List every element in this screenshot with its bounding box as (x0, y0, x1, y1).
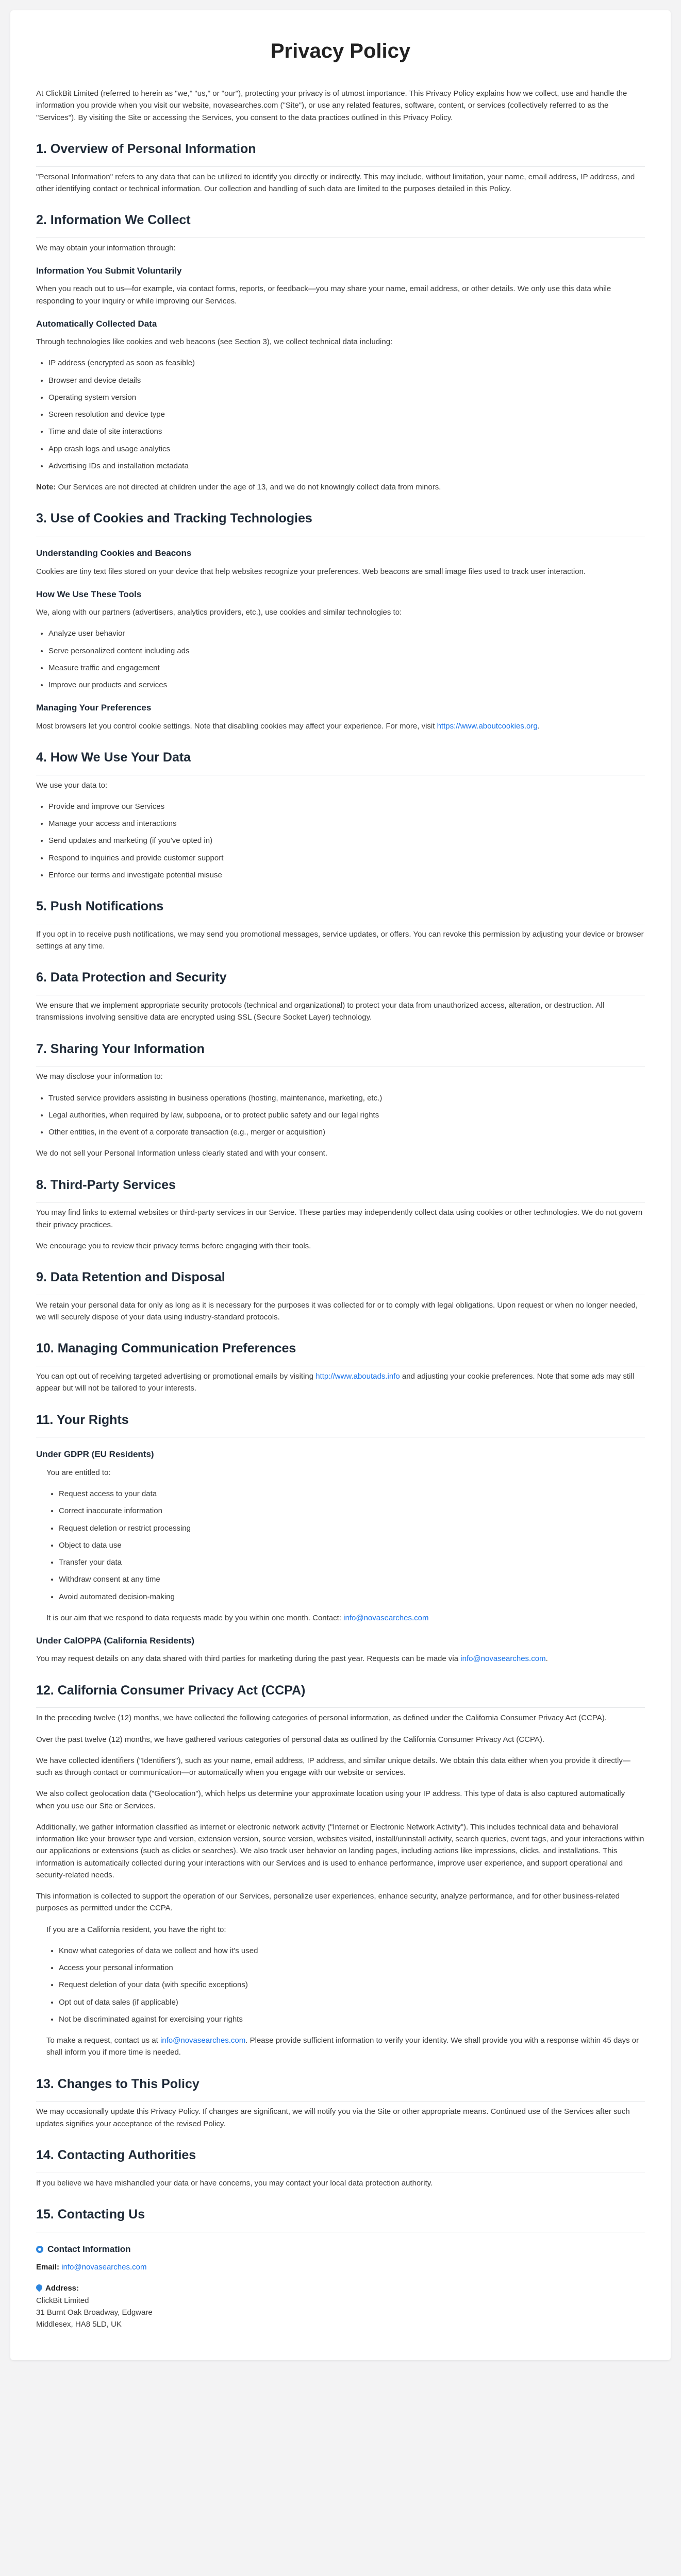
list-item: • IP address (encrypted as soon as feasible) (48, 357, 645, 369)
list-item: • Not be discriminated against for exercising your rights (59, 2013, 645, 2025)
section-heading: 2. Information We Collect (36, 210, 645, 238)
list-item: • Request access to your data (59, 1488, 645, 1500)
list-item: • Measure traffic and engagement (48, 662, 645, 674)
list-item: • Time and date of site interactions (48, 426, 645, 437)
section-heading: 5. Push Notifications (36, 896, 645, 924)
paragraph: Through technologies like cookies and web beacons (see Section 3), we collect technical data including: (36, 337, 393, 347)
paragraph: When you reach out to us—for example, via contact forms, reports, or feedback—you may share your name, email address, or other details. We only use this data while responding to your inquiry or while improving our Services. (36, 284, 611, 306)
list-item: • Improve our products and services (48, 679, 645, 691)
contact-email-link[interactable]: info@novasearches.com (343, 1613, 429, 1622)
list-item: • Withdraw consent at any time (59, 1573, 645, 1585)
paragraph: Additionally, we gather information classified as internet or electronic network activity ("Internet or Electronic Network Activity"). This includes technical data and behavioral information like your browser type and version, extension version, source version, websites visited, install/uninstall activity, search queries, event tags, and your interactions within our applications or extensions (such as clicks or searches). We also track user behavior on landing pages, including actions like impressions, clicks, and installations. This information is automatically collected during your interactions with our Services and is used to enhance performance, improve user experience, and support operational and security-related needs. (36, 1822, 644, 1879)
list-item: • Opt out of data sales (if applicable) (59, 1996, 645, 2008)
subsection-heading: Under CalOPPA (California Residents) (36, 1636, 194, 1646)
list-item: • Access your personal information (59, 1962, 645, 1974)
paragraph: We may disclose your information to: (36, 1072, 163, 1081)
section-heading: 1. Overview of Personal Information (36, 139, 645, 167)
note-label: Note: (36, 483, 56, 492)
gdpr-block (36, 1467, 645, 1624)
paragraph (36, 1653, 645, 1665)
list-item: • Trusted service providers assisting in business operations (hosting, maintenance, marketing, etc.) (48, 1092, 645, 1104)
contact-email-link[interactable]: info@novasearches.com (160, 2036, 246, 2045)
paragraph-text: You may request details on any data shared with third parties for marketing during the past year. Requests can be made via (36, 1654, 461, 1664)
list-item: • Browser and device details (48, 375, 645, 386)
paragraph: You are entitled to: (46, 1468, 111, 1477)
list-item: • Operating system version (48, 392, 645, 403)
subsection-heading: Automatically Collected Data (36, 318, 157, 329)
paragraph: If you opt in to receive push notifications, we may send you promotional messages, service updates, or offers. You can revoke this permission by adjusting your device or browser settings at any time. (36, 929, 644, 951)
list-item: • Advertising IDs and installation metadata (48, 460, 645, 472)
paragraph: We have collected identifiers ("Identifiers"), such as your name, email address, IP address, and similar unique details. We obtain this data either when you provide it directly—such as through contact or communication—or automatically when you engage with our website or services. (36, 1756, 630, 1777)
list-item: • Provide and improve our Services (48, 801, 645, 812)
paragraph: We retain your personal data for only as long as it is necessary for the purposes it was collected for or to comply with legal obligations. Upon request or when no longer needed, we will securely dispose of your data using industry-standard protocols. (36, 1300, 638, 1322)
section-heading: 4. How We Use Your Data (36, 748, 645, 775)
paragraph-text: To make a request, contact us at (46, 2036, 160, 2045)
paragraph: Cookies are tiny text files stored on your device that help websites recognize your preferences. Web beacons are small image files used to track user interaction. (36, 567, 586, 576)
list-item: • Screen resolution and device type (48, 409, 645, 420)
contact-email-link[interactable]: info@novasearches.com (460, 1654, 546, 1664)
paragraph-text: You can opt out of receiving targeted advertising or promotional emails by visiting (36, 1372, 316, 1381)
paragraph-text: . (537, 721, 540, 731)
section-heading: 10. Managing Communication Preferences (36, 1338, 645, 1366)
section-heading: 9. Data Retention and Disposal (36, 1267, 645, 1295)
address-line: 31 Burnt Oak Broadway, Edgware (36, 2308, 153, 2317)
paragraph (36, 720, 645, 732)
paragraph: We may obtain your information through: (36, 243, 176, 252)
bullet-list (36, 628, 645, 691)
list-item: • Manage your access and interactions (48, 818, 645, 829)
aboutads-link[interactable]: http://www.aboutads.info (315, 1372, 400, 1381)
contact-info-title: Contact Information (47, 2244, 131, 2254)
paragraph (36, 1370, 645, 1395)
list-item: • Request deletion or restrict processing (59, 1522, 645, 1534)
subsection-heading: Under GDPR (EU Residents) (36, 1449, 154, 1460)
address-line: Middlesex, HA8 5LD, UK (36, 2320, 122, 2329)
policy-page (10, 10, 671, 2360)
paragraph-text: and adjusting your cookie preferences. Note that some ads may still appear but will not be tailored to your interests. (36, 1372, 635, 1393)
bullet-list (36, 357, 645, 472)
page-title: Privacy Policy (270, 40, 411, 62)
section-heading: 15. Contacting Us (36, 2205, 645, 2232)
address-line: ClickBit Limited (36, 2296, 89, 2305)
list-item: • App crash logs and usage analytics (48, 443, 645, 455)
subsection-heading: Managing Your Preferences (36, 703, 152, 713)
info-icon (36, 2246, 43, 2253)
ccpa-rights-block (36, 1924, 645, 2059)
location-pin-icon (35, 2283, 44, 2292)
section-heading: 11. Your Rights (36, 1410, 645, 1438)
list-item: • Legal authorities, when required by law, subpoena, or to protect public safety and our legal rights (48, 1109, 645, 1121)
paragraph (46, 2035, 645, 2059)
list-item: • Know what categories of data we collect and how it's used (59, 1945, 645, 1957)
section-heading: 8. Third-Party Services (36, 1175, 645, 1203)
paragraph: We may occasionally update this Privacy Policy. If changes are significant, we will notify you via the Site or other appropriate means. Continued use of the Services after such updates signifies your acceptance of the revised Policy. (36, 2107, 630, 2128)
note-text: Our Services are not directed at children under the age of 13, and we do not knowingly collect data from minors. (56, 483, 441, 492)
paragraph (46, 1612, 645, 1624)
bullet-list (36, 801, 645, 881)
section-heading: 14. Contacting Authorities (36, 2145, 645, 2173)
list-item: • Respond to inquiries and provide customer support (48, 852, 645, 864)
paragraph: You may find links to external websites or third-party services in our Service. These parties may independently collect data using cookies or other technologies. We do not govern their privacy practices. (36, 1208, 643, 1229)
list-item: • Send updates and marketing (if you've opted in) (48, 835, 645, 846)
paragraph: We do not sell your Personal Information unless clearly stated and with your consent. (36, 1149, 328, 1158)
section-heading: 7. Sharing Your Information (36, 1039, 645, 1067)
email-line (36, 2261, 645, 2273)
list-item: • Transfer your data (59, 1556, 645, 1568)
paragraph: This information is collected to support the operation of our Services, personalize user experiences, enhance security, analyze performance, and for other business-related purposes as permitted under the CCPA. (36, 1892, 620, 1913)
aboutcookies-link[interactable]: https://www.aboutcookies.org (437, 721, 538, 731)
list-item: • Other entities, in the event of a corporate transaction (e.g., merger or acquisition) (48, 1126, 645, 1138)
paragraph: If you believe we have mishandled your data or have concerns, you may contact your local data protection authority. (36, 2178, 433, 2188)
paragraph: We ensure that we implement appropriate security protocols (technical and organizational) to protect your data from unauthorized access, alteration, or destruction. All transmissions involving sensitive data are encrypted using SSL (Secure Socket Layer) technology. (36, 1001, 604, 1022)
list-item: • Request deletion of your data (with specific exceptions) (59, 1979, 645, 1991)
section-heading: 6. Data Protection and Security (36, 968, 645, 995)
paragraph: "Personal Information" refers to any data that can be utilized to identify you directly or indirectly. This may include, without limitation, your name, email address, IP address, and other identifying contact or technical information. Our collection and handling of such data are limited to the purposes detailed in this Policy. (36, 172, 635, 193)
paragraph: If you are a California resident, you have the right to: (46, 1925, 226, 1934)
list-item: • Enforce our terms and investigate potential misuse (48, 869, 645, 881)
paragraph-text: Most browsers let you control cookie settings. Note that disabling cookies may affect your experience. For more, visit (36, 721, 437, 731)
address-block (36, 2282, 645, 2330)
paragraph: In the preceding twelve (12) months, we have collected the following categories of personal information, as defined under the California Consumer Privacy Act (CCPA). (36, 1714, 607, 1723)
paragraph: We encourage you to review their privacy terms before engaging with their tools. (36, 1241, 311, 1250)
list-item: • Serve personalized content including ads (48, 645, 645, 657)
paragraph-text: . Please provide sufficient information to verify your identity. We shall provide you with a response within 45 days or shall inform you if more time is needed. (46, 2036, 639, 2057)
email-label: Email: (36, 2263, 60, 2272)
contact-email-link[interactable]: info@novasearches.com (61, 2263, 147, 2272)
list-item: • Avoid automated decision-making (59, 1591, 645, 1603)
paragraph: We also collect geolocation data ("Geolocation"), which helps us determine your approximate location using your IP address. This type of data is also captured automatically when you use our Site or Services. (36, 1789, 625, 1810)
section-heading: 12. California Consumer Privacy Act (CCPA) (36, 1681, 645, 1708)
paragraph-text: It is our aim that we respond to data requests made by you within one month. Contact: (46, 1613, 344, 1622)
list-item: • Correct inaccurate information (59, 1505, 645, 1517)
note-paragraph (36, 481, 645, 493)
paragraph: We use your data to: (36, 781, 108, 790)
contact-info-heading (36, 2243, 645, 2256)
paragraph: We, along with our partners (advertisers, analytics providers, etc.), use cookies and similar technologies to: (36, 608, 402, 617)
section-heading: 13. Changes to This Policy (36, 2074, 645, 2102)
subsection-heading: Information You Submit Voluntarily (36, 266, 182, 276)
bullet-list (36, 1092, 645, 1139)
paragraph-text: . (545, 1654, 548, 1664)
list-item: • Analyze user behavior (48, 628, 645, 639)
address-label: Address: (45, 2284, 79, 2293)
subsection-heading: Understanding Cookies and Beacons (36, 548, 192, 558)
bullet-list (46, 1488, 645, 1603)
bullet-list (46, 1945, 645, 2025)
subsection-heading: How We Use These Tools (36, 589, 142, 599)
paragraph: Over the past twelve (12) months, we have gathered various categories of personal data as outlined by the California Consumer Privacy Act (CCPA). (36, 1735, 545, 1744)
section-heading: 3. Use of Cookies and Tracking Technologies (36, 509, 645, 536)
intro-paragraph: At ClickBit Limited (referred to herein as "we," "us," or "our"), protecting your privacy is of utmost importance. This Privacy Policy explains how we collect, use and handle the information you provide when you visit our website, novasearches.com ("Site"), or use any related features, software, content, or services (collectively referred to as the "Services"). By visiting the Site or accessing the Services, you consent to the data practices outlined in this Privacy Policy. (36, 89, 627, 122)
list-item: • Object to data use (59, 1539, 645, 1551)
